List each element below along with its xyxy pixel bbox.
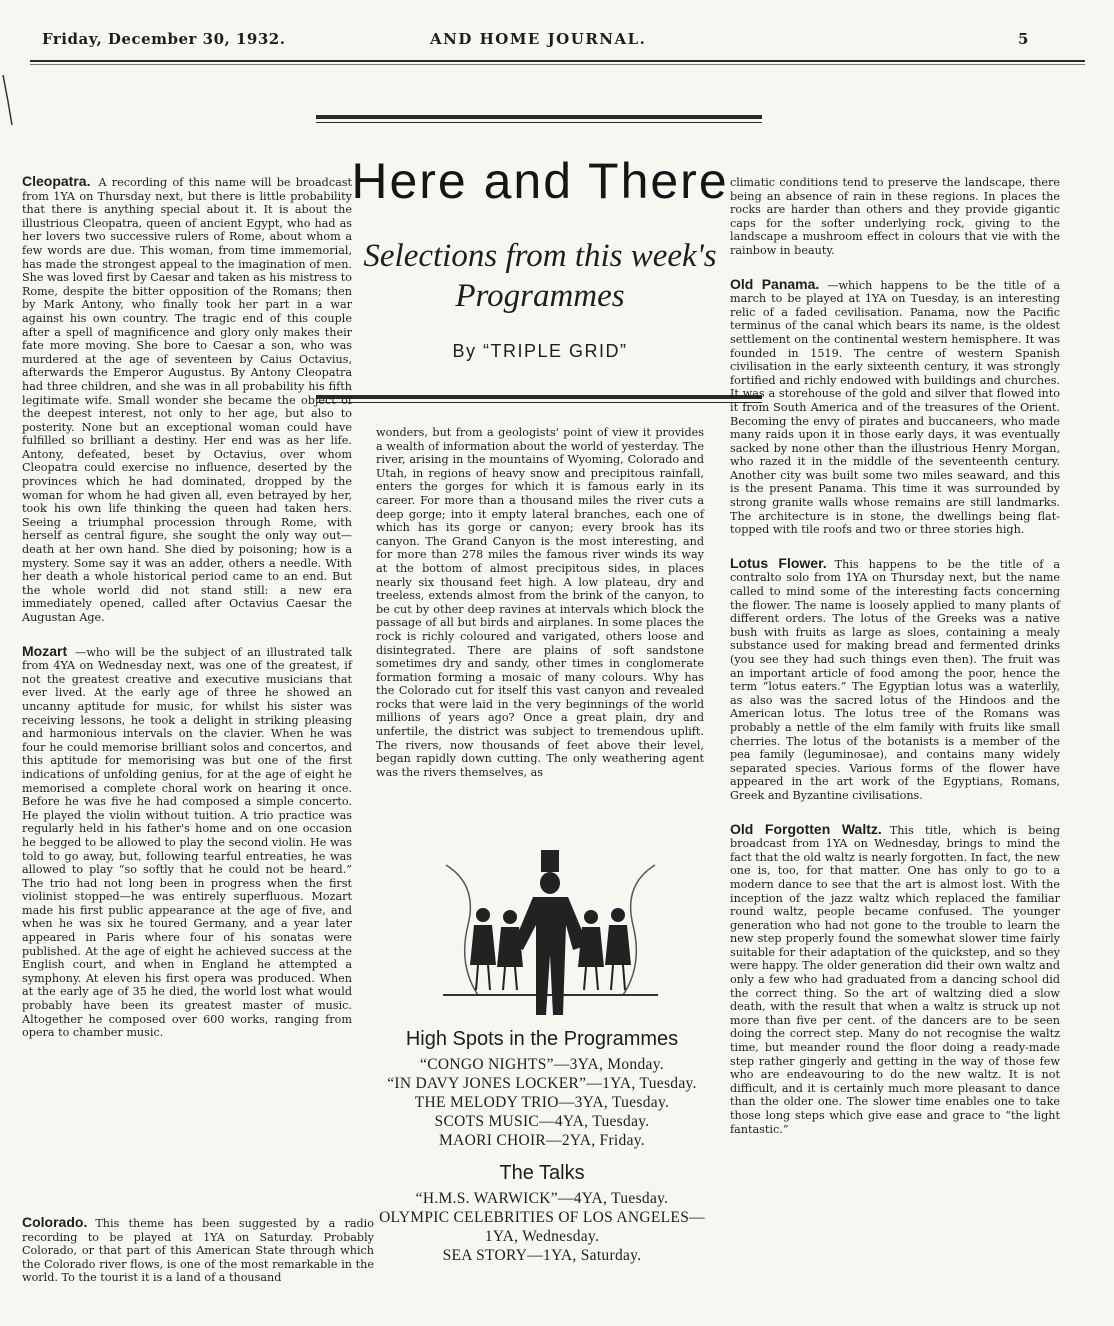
- cleopatra-text: A recording of this name will be broadcast from 1YA on Thursday next, but there is little probability that there is anything special about it. It is about the illustrious Cleopatra, queen of ancient Egypt, who had as her lovers two successive rulers of Rome, about whom a few words are due. This woman, from time immemorial, has made the strongest appeal to the imagination of men. She was loved first by Caesar and taken as his mistress to Rome, despite the bitter opposition of the Romans; then by Mark Antony, who finally took her part in a war against his own country. The tragic end of this couple after a spell of magnificence and glory only makes their fate more moving. She bore to Caesar a son, who was murdered at the age of seventeen by Caius Octavius, afterwards the Emperor Augustus. By Antony Cleopatra had three children, and she was in all probability his fifth legitimate wife. Small wonder she became the object of the deepest interest, not only to her age, but also to posterity. None but an exceptional woman could have fulfilled so brilliant a destiny. Her end was as her life. Antony, defeated, beset by Octavius, over whom Cleopatra could exercise no influence, deserted by the provinces which he had dominated, dropped by the woman for whom he had given all, even betrayed by her, took his own life thinking the queen had taken hers. Seeing a triumphal procession through Rome, with herself as central figure, she sought the only way out—death at her own hand. She died by poisoning; how is a mystery. Some say it was an adder, others a needle. With her death a whole historical period came to an end. But the whole world did not stand still: a new era immediately opened, called after Octavius Caesar the Augustan Age.: [22, 176, 352, 624]
- masthead-rule: [30, 60, 1085, 62]
- colorado-heading: Colorado.: [22, 1214, 88, 1230]
- lotus-flower-heading: Lotus Flower.: [730, 554, 827, 571]
- feature-byline: By “TRIPLE GRID”: [452, 341, 628, 361]
- cleopatra-paragraph: [22, 175, 352, 625]
- colorado-paragraph: [22, 1216, 374, 1285]
- issue-date: Friday, December 30, 1932.: [42, 30, 286, 48]
- colorado-continued-right: climatic conditions tend to preserve the landscape, there being an absence of rain in these regions. In places the rocks are harder than others and they provide gigantic caps for the softer underlying rock, giving to the landscape a mushroom effect in colours that vie with the rainbow in beauty.: [730, 176, 1060, 257]
- cleopatra-heading: Cleopatra.: [22, 173, 91, 189]
- column-left-bottom: [22, 1216, 374, 1305]
- old-panama-text: —which happens to be the title of a march to be played at 1YA on Tuesday, is an interesting relic of a faded cevilisation. Panama, now the Pacific terminus of the canal which bears its name, is the oldest settlement on the continental western hemisphere. It was founded in 1519. The centre of western Spanish civilisation in the early sixteenth century, it was strongly fortified and richly endowed with buildings and churches. It was a storehouse of the gold and silver that flowed into it from South America and of the treasures of the Orient. Becoming the envy of pirates and buccaneers, who made many raids upon it in those early days, it was eventually sacked by none other than the illustrious Henry Morgan, who razed it in the middle of the seventeenth century. Another city was built some two miles seaward, and this is the present Panama. This time it was surrounded by strong granite walls whose remains are still landmarks. The architecture is in stone, the dwellings being flat-topped with tile roofs and two or three stories high.: [730, 278, 1060, 537]
- high-spots-box: [378, 1028, 706, 1265]
- section-mozart: [22, 642, 352, 1040]
- high-spot-item: SCOTS MUSIC—4YA, Tuesday.: [434, 1113, 650, 1130]
- column-middle: [376, 426, 704, 779]
- talk-item: “H.M.S. WARWICK”—4YA, Tuesday.: [415, 1190, 669, 1207]
- talk-item: OLYMPIC CELEBRITIES OF LOS ANGELES—1YA, Wednesday.: [379, 1209, 705, 1245]
- column-right: [730, 176, 1060, 1156]
- title-rule-bottom-thin: [316, 402, 762, 403]
- section-colorado-continued: [730, 176, 1060, 258]
- old-panama-heading: Old Panama.: [730, 275, 820, 292]
- section-lotus-flower: [730, 554, 1061, 803]
- journal-title: AND HOME JOURNAL.: [430, 30, 647, 48]
- lotus-flower-text: This happens to be the title of a contralto solo from 1YA on Thursday next, but the name called to mind some of the interesting facts concerning the flower. The name is loosely applied to many plants of different orders. The lotus of the Greeks was a native bush with fruits as large as sloes, containing a mealy substance used for making bread and fermented drinks (you see they had such things even then). The fruit was an important article of food among the poor, hence the term “lotus eaters.” The Egyptian lotus was a waterlily, as also was the sacred lotus of the Hindoos and the American lotus. The lotus tree of the Romans was probably a nettle of the elm family with fruits like small cherries. The lotus of the botanists is a member of the pea family (leguminosae), and contains many widely separated species. Various forms of the flower have appeared in the art work of the Egyptians, Romans, Greek and Byzantine civilisations.: [730, 557, 1061, 802]
- mozart-text: —who will be the subject of an illustrated talk from 4YA on Wednesday next, was one of the greatest, if not the greatest creative and executive musicians that ever lived. At the early age of three he showed an uncanny aptitude for music, for whilst his sister was receiving lessons, he took a delight in striking pleasing and harmonious intervals on the clavier. When he was four he could memorise brilliant solos and concertos, and this aptitude for memorising was but one of the first indications of unfolding genius, for at the age of eight he memorised a complete choral work on hearing it once. Before he was five he had composed a simple concerto. He played the violin without tuition. A trio practice was regularly held in his father's home and on one occasion he begged to be allowed to play the second violin. He was told to go away, but, following tearful entreaties, he was allowed to play “so softly that he could not be heard.” The trio had not long been in progress when the first violinist stopped—he was entirely superfluous. Mozart made his first public appearance at the age of five, and when he was six he toured Germany, and a year later appeared in Paris where four of his sonatas were published. At the age of eight he achieved success at the English court, and when in England he attempted a symphony. At eleven his first opera was produced. When at the early age of 35 he died, the world lost what would probably have been its greatest master of music. Altogether he composed over 600 works, ranging from opera to chamber music.: [22, 645, 352, 1040]
- margin-pencil-mark: [0, 70, 20, 130]
- feature-subtitle: Selections from this week's Programmes: [363, 238, 717, 314]
- waltz-text: This title, which is being broadcast from 1YA on Wednesday, brings to mind the fact that the old waltz is nearly forgotten. In fact, the new one is, too, for that matter. One has only to go to a modern dance to see that the art is almost lost. With the inception of the jazz waltz which replaced the familiar round waltz, people became confused. The younger generation who had not gone to the trouble to learn the new step properly found the somewhat slower time fairly suitable for their adaptation of the quickstep, and so they were happy. The older generation did their own waltz and only a few who had graduated from a dancing school did the correct thing. So the art of waltzing died a slow death, with the result that when a waltz is struck up not more than five per cent. of the dancers are to be seen doing the correct step. Many do not recognise the waltz time, but meander round the floor doing a ready-made step rather gingerly and getting in the way of those few who are endeavouring to do the new waltz. It is not difficult, and it is certainly much more pleasant to dance than the older one. The slower time enables one to take those long steps which give ease and grace to “the light fantastic.”: [730, 823, 1060, 1136]
- high-spot-item: “IN DAVY JONES LOCKER”—1YA, Tuesday.: [387, 1075, 697, 1092]
- high-spot-item: THE MELODY TRIO—3YA, Tuesday.: [414, 1094, 670, 1111]
- high-spot-item: MAORI CHOIR—2YA, Friday.: [439, 1132, 645, 1149]
- high-spot-item: “CONGO NIGHTS”—3YA, Monday.: [420, 1056, 664, 1073]
- section-cleopatra: [22, 175, 352, 625]
- talk-item: SEA STORY—1YA, Saturday.: [442, 1247, 642, 1264]
- waltz-heading: Old Forgotten Waltz.: [730, 820, 882, 837]
- waltz-paragraph: [730, 820, 1060, 1137]
- old-panama-paragraph: [730, 275, 1060, 537]
- section-old-panama: [730, 275, 1060, 537]
- mozart-heading: Mozart: [22, 642, 68, 659]
- section-old-forgotten-waltz: [730, 820, 1060, 1137]
- feature-title: Here and There: [351, 153, 729, 209]
- dancers-illustration: [438, 845, 663, 1020]
- title-rule-top: [316, 115, 762, 119]
- page-number: 5: [1018, 30, 1029, 48]
- high-spots-heading: High Spots in the Programmes: [405, 1028, 679, 1050]
- masthead-rule-thin: [30, 64, 1085, 65]
- column-left: [22, 175, 352, 1060]
- title-rule-bottom: [316, 395, 762, 399]
- colorado-text: This theme has been suggested by a radio recording to be played at 1YA on Saturday. Probably Colorado, or that part of this American State through which the Colorado river flows, is one of the most remarkable in the world. To the tourist it is a land of a thousand: [22, 1217, 374, 1285]
- talks-heading: The Talks: [499, 1162, 585, 1184]
- title-rule-top-thin: [316, 122, 762, 123]
- lotus-flower-paragraph: [730, 554, 1061, 803]
- colorado-continued: wonders, but from a geologists' point of view it provides a wealth of information about the world of yesterday. The river, arising in the mountains of Wyoming, Colorado and Utah, in regions of heavy snow and precipitous rainfall, enters the gorges for which it is famous early in its career. For more than a thousand miles the river cuts a deep gorge; into it empty lateral branches, each one of which has its gorge or canyon; every brook has its canyon. The Grand Canyon is the most interesting, and for more than 278 miles the famous river winds its way at the bottom of almost precipitous sides, in places nearly six thousand feet high. A low plateau, dry and treeless, extends almost from the brink of the canyon, to be cut by other deep ravines at intervals which block the passage of all but birds and airplanes. In some places the rock is richly coloured and varigated, others loose and disintegrated. There are plains of soft sandstone sometimes dry and sandy, other times in conglomerate formation forming a mosaic of many colours. Why has the Colorado cut for itself this vast canyon and revealed rocks that were laid in the very beginnings of the world millions of years ago? Once a great plain, dry and unfertile, the district was subject to tremendous uplift. The rivers, now thousands of feet above their level, began rapidly down cutting. The only weathering agent was the rivers themselves, as: [376, 426, 704, 779]
- mozart-paragraph: [22, 642, 352, 1040]
- section-colorado: [22, 1216, 374, 1285]
